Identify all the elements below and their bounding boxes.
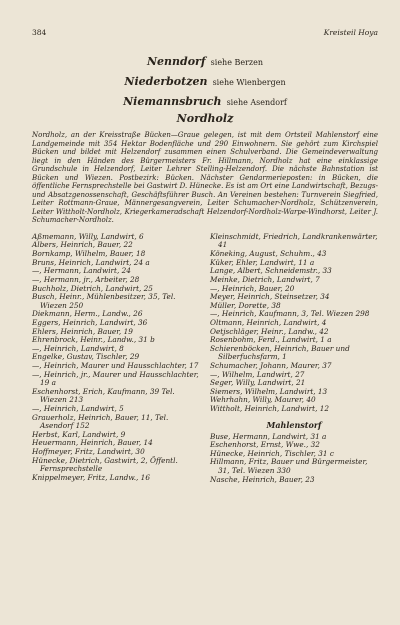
directory-entry: Oltmann, Heinrich, Landwirt, 4 — [210, 317, 327, 327]
directory-entry: Diekmann, Herm., Landw., 26 — [32, 309, 143, 319]
directory-entry: —, Heinrich, Landwirt, 5 — [32, 404, 124, 414]
directory-entry: Engelke, Gustav, Tischler, 29 — [32, 352, 140, 362]
directory-entry: Hoffmeyer, Fritz, Landwirt, 30 — [32, 447, 145, 457]
directory-entry: Oetjschläger, Heinr., Landw., 42 — [210, 326, 329, 336]
cross-reference-place: Niemannsbruch — [123, 95, 222, 108]
directory-entry: —, Wilhelm, Landwirt, 27 — [210, 369, 305, 379]
directory-column-right-list — [210, 233, 378, 414]
directory-entry: Nasche, Heinrich, Bauer, 23 — [210, 474, 315, 484]
cross-reference-note: siehe Berzen — [210, 58, 264, 67]
directory-entry: Wehrhahn, Willy, Maurer, 40 — [210, 395, 316, 405]
directory-entry: Schierenböcken, Heinrich, Bauer und Silberfuchsfarm, 1 — [210, 343, 350, 362]
cross-reference — [32, 70, 378, 90]
directory-entry: Eschenhorst, Ernst, Wwe., 32 — [210, 440, 320, 450]
directory-entry: Kleinschmidt, Friedrich, Landkrankenwärter, 41 — [210, 231, 378, 250]
directory-entry: Wittholt, Heinrich, Landwirt, 12 — [210, 404, 330, 414]
subsection-list — [210, 433, 378, 485]
resident-directory — [32, 233, 378, 484]
directory-entry: —, Heinrich, Maurer und Hausschlachter, 17 — [32, 360, 199, 370]
directory-entry: Knippelmeyer, Fritz, Landw., 16 — [32, 472, 150, 482]
directory-entry: Buchholz, Dietrich, Landwirt, 25 — [32, 283, 153, 293]
directory-entry: Lange, Albert, Schneidemstr., 33 — [210, 266, 332, 276]
directory-entry: —, Heinrich, Kaufmann, 3, Tel. Wiezen 298 — [210, 309, 370, 319]
running-head: Kreisteil Hoya — [323, 28, 378, 37]
directory-entry: Hillmann, Fritz, Bauer und Bürgermeister, 31, Tel. Wiezen 330 — [210, 457, 368, 476]
directory-entry: Herbst, Karl, Landwirt, 9 — [32, 429, 126, 439]
directory-column-right — [210, 233, 378, 484]
cross-reference-list — [32, 50, 378, 110]
directory-entry: Seger, Willy, Landwirt, 21 — [210, 378, 306, 388]
directory-entry: Bruns, Heinrich, Landwirt, 24 a — [32, 257, 150, 267]
cross-reference-place: Nenndorf — [146, 55, 206, 68]
directory-entry: Eggers, Heinrich, Landwirt, 36 — [32, 317, 148, 327]
directory-entry: Hünecke, Heinrich, Tischler, 31 c — [210, 448, 334, 458]
cross-reference-note: siehe Asendorf — [226, 98, 287, 107]
directory-entry: Hünecke, Dietrich, Gastwirt, 2, Öffentl. Fernsprechstelle — [32, 455, 178, 474]
directory-entry: —, Hermann, Landwirt, 24 — [32, 266, 131, 276]
subsection-title: Mahlenstorf — [266, 419, 322, 430]
directory-entry: Müller, Dorette, 38 — [210, 300, 281, 310]
directory-entry: Meyer, Heinrich, Steinsetzer, 34 — [210, 292, 330, 302]
directory-entry: Aßmemann, Willy, Landwirt, 6 — [32, 231, 144, 241]
section-title: Nordholz — [176, 112, 234, 125]
page-header — [32, 28, 378, 40]
directory-entry: Küker, Ehler, Landwirt, 11 a — [210, 257, 315, 267]
directory-entry: Ehrenbrock, Heinr., Landw., 31 b — [32, 335, 155, 345]
directory-entry: Busch, Heinr., Mühlenbesitzer, 35, Tel. Wiezen 250 — [32, 292, 176, 310]
page-number: 384 — [32, 28, 47, 37]
directory-entry: Ehlers, Heinrich, Bauer, 19 — [32, 326, 133, 336]
directory-entry: Heuermann, Heinrich, Bauer, 14 — [32, 438, 153, 448]
directory-entry: —, Heinrich, jr., Maurer und Hausschlachter, 19 a — [32, 369, 199, 388]
cross-reference-note: siehe Wienbergen — [212, 78, 286, 87]
directory-entry: —, Hermann, jr., Arbeiter, 28 — [32, 274, 140, 284]
directory-entry: Schumacher, Johann, Maurer, 37 — [210, 360, 332, 370]
directory-entry: Bornkamp, Wilhelm, Bauer, 18 — [32, 249, 146, 259]
directory-entry: Eschenhorst, Erich, Kaufmann, 39 Tel. Wiezen 213 — [32, 386, 175, 405]
directory-entry: Buse, Hermann, Landwirt, 31 a — [210, 431, 327, 441]
directory-entry: Meinke, Dietrich, Landwirt, 7 — [210, 274, 320, 284]
cross-reference — [32, 90, 378, 110]
intro-paragraph: Nordholz, an der Kreisstraße Bücken—Graue gelegen, ist mit dem Ortsteil Mahlenstorf eine Landgemeinde mit 354 Hektar Bodenfläche und 290 Einwohnern. Sie gehört zum Kirchspiel Bücken und bildet mit Helzendorf zusammen einen Schulverband. Die Gemeindeverwaltung liegt in den Händen des Bürgermeisters Fr. Hillmann, Nordholz hat eine einklassige Grundschule in Helzendorf, Leiter Lehrer Stelling-Helzendorf. Die nächste Bahnstation ist Bücken und Wiezen. Postbezirk: Bücken. Nächster Gendarmerieposten: in Bücken, die öffentliche Fernsprechstelle bei Gastwirt D. Hünecke. Es ist am Ort eine Landwirtschaft, Bezugs- und Absatzgenossenschaft, Geschäftsführer Busch. An Vereinen bestehen: Turnverein Siegfried, Leiter Rottmann-Graue, Männergesangverein, Leiter Schumacher-Nordholz, Schützenverein, Leiter Wittholt-Nordholz, Kriegerkameradschaft Helzendorf-Nordholz-Warpe-Windhorst, Leiter J. Schumacher-Nordholz. — [32, 131, 378, 225]
directory-entry: Siemers, Wilhelm, Landwirt, 13 — [210, 386, 328, 396]
directory-entry: Köneking, August, Schuhm., 43 — [210, 249, 327, 259]
directory-column-left — [32, 233, 200, 484]
directory-entry: Albers, Heinrich, Bauer, 22 — [32, 240, 133, 250]
directory-entry: Grauerholz, Heinrich, Bauer, 11, Tel. Asendorf 152 — [32, 412, 169, 431]
directory-entry: Rosenbohm, Ferd., Landwirt, 1 a — [210, 335, 332, 345]
directory-entry: —, Heinrich, Bauer, 20 — [210, 283, 295, 293]
cross-reference — [32, 50, 378, 70]
directory-entry: —, Heinrich, Landwirt, 8 — [32, 343, 124, 353]
cross-reference-place: Niederbotzen — [124, 75, 208, 88]
